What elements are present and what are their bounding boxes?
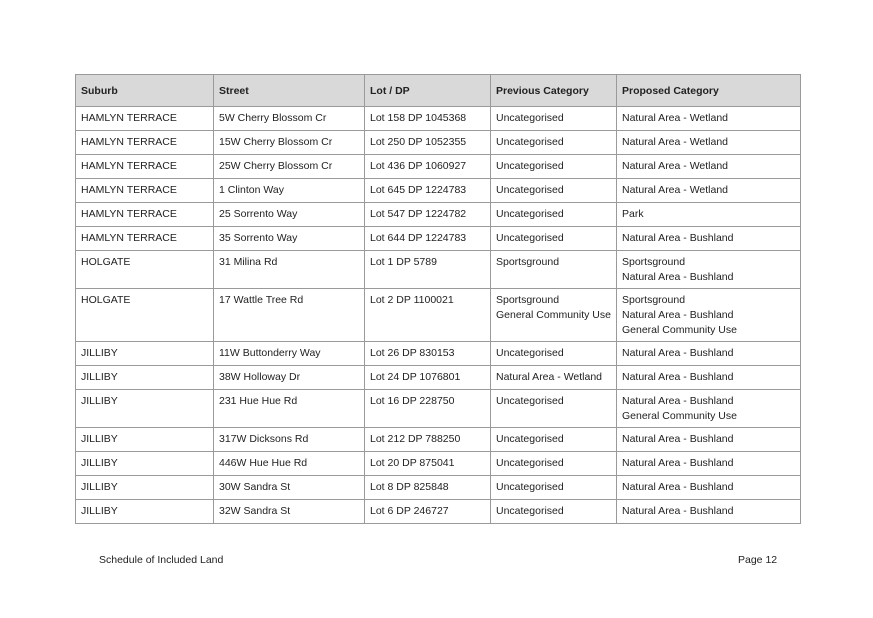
category-line: Natural Area - Wetland (622, 184, 729, 196)
land-schedule-table (75, 74, 801, 524)
category-line: Natural Area - Wetland (496, 371, 603, 383)
cell-suburb: HOLGATE (76, 289, 214, 342)
cell-suburb: JILLIBY (76, 390, 214, 428)
cell-street: 25 Sorrento Way (214, 203, 365, 227)
footer-document-title: Schedule of Included Land (99, 554, 224, 566)
cell-previous-category (491, 227, 617, 251)
cell-proposed-category (617, 227, 801, 251)
category-line: Natural Area - Bushland (622, 347, 734, 359)
category-line: General Community Use (496, 309, 611, 321)
category-line: Natural Area - Wetland (622, 136, 729, 148)
cell-street: 35 Sorrento Way (214, 227, 365, 251)
category-line: Natural Area - Bushland (622, 505, 734, 517)
header-street: Street (214, 75, 365, 107)
cell-suburb: HAMLYN TERRACE (76, 203, 214, 227)
category-line: Sportsground (622, 256, 686, 268)
cell-previous-category (491, 203, 617, 227)
cell-proposed-category (617, 155, 801, 179)
category-line: Uncategorised (496, 395, 564, 407)
cell-previous-category (491, 179, 617, 203)
cell-lot-dp: Lot 8 DP 825848 (365, 476, 491, 500)
cell-street: 231 Hue Hue Rd (214, 390, 365, 428)
cell-lot-dp: Lot 20 DP 875041 (365, 452, 491, 476)
cell-proposed-category (617, 179, 801, 203)
cell-previous-category (491, 428, 617, 452)
cell-proposed-category (617, 107, 801, 131)
cell-street: 446W Hue Hue Rd (214, 452, 365, 476)
table-row (76, 342, 801, 366)
category-line: Uncategorised (496, 232, 564, 244)
category-line: Natural Area - Bushland (622, 457, 734, 469)
cell-previous-category (491, 131, 617, 155)
cell-proposed-category (617, 366, 801, 390)
cell-street: 25W Cherry Blossom Cr (214, 155, 365, 179)
table-row (76, 179, 801, 203)
header-previous-category: Previous Category (491, 75, 617, 107)
table-row (76, 476, 801, 500)
table-row (76, 251, 801, 289)
cell-lot-dp: Lot 6 DP 246727 (365, 500, 491, 524)
cell-proposed-category (617, 452, 801, 476)
cell-suburb: HAMLYN TERRACE (76, 227, 214, 251)
cell-street: 11W Buttonderry Way (214, 342, 365, 366)
cell-lot-dp: Lot 26 DP 830153 (365, 342, 491, 366)
category-line: Natural Area - Wetland (622, 112, 729, 124)
cell-suburb: JILLIBY (76, 452, 214, 476)
cell-street: 15W Cherry Blossom Cr (214, 131, 365, 155)
cell-lot-dp: Lot 645 DP 1224783 (365, 179, 491, 203)
category-line: Sportsground (496, 256, 560, 268)
cell-lot-dp: Lot 250 DP 1052355 (365, 131, 491, 155)
cell-proposed-category (617, 251, 801, 289)
category-line: Uncategorised (496, 433, 564, 445)
cell-lot-dp: Lot 24 DP 1076801 (365, 366, 491, 390)
header-lot-dp: Lot / DP (365, 75, 491, 107)
category-line: Natural Area - Bushland (622, 309, 734, 321)
table-row (76, 428, 801, 452)
category-line: Sportsground (622, 294, 686, 306)
cell-suburb: HAMLYN TERRACE (76, 107, 214, 131)
category-line: Natural Area - Wetland (622, 160, 729, 172)
cell-lot-dp: Lot 547 DP 1224782 (365, 203, 491, 227)
cell-street: 317W Dicksons Rd (214, 428, 365, 452)
cell-street: 1 Clinton Way (214, 179, 365, 203)
cell-lot-dp: Lot 436 DP 1060927 (365, 155, 491, 179)
category-line: Uncategorised (496, 208, 564, 220)
cell-suburb: JILLIBY (76, 342, 214, 366)
category-line: Uncategorised (496, 136, 564, 148)
cell-suburb: HOLGATE (76, 251, 214, 289)
cell-lot-dp: Lot 212 DP 788250 (365, 428, 491, 452)
cell-lot-dp: Lot 158 DP 1045368 (365, 107, 491, 131)
category-line: Uncategorised (496, 347, 564, 359)
table-header-row (76, 75, 801, 107)
cell-previous-category (491, 390, 617, 428)
category-line: Uncategorised (496, 481, 564, 493)
category-line: Uncategorised (496, 160, 564, 172)
category-line: Natural Area - Bushland (622, 395, 734, 407)
cell-suburb: JILLIBY (76, 500, 214, 524)
category-line: Natural Area - Bushland (622, 371, 734, 383)
cell-previous-category (491, 251, 617, 289)
cell-proposed-category (617, 203, 801, 227)
cell-street: 5W Cherry Blossom Cr (214, 107, 365, 131)
category-line: General Community Use (622, 410, 737, 422)
cell-street: 17 Wattle Tree Rd (214, 289, 365, 342)
cell-suburb: HAMLYN TERRACE (76, 155, 214, 179)
cell-street: 38W Holloway Dr (214, 366, 365, 390)
cell-previous-category (491, 155, 617, 179)
cell-proposed-category (617, 131, 801, 155)
table-row (76, 289, 801, 342)
cell-lot-dp: Lot 644 DP 1224783 (365, 227, 491, 251)
category-line: Uncategorised (496, 112, 564, 124)
category-line: Natural Area - Bushland (622, 433, 734, 445)
cell-proposed-category (617, 500, 801, 524)
cell-lot-dp: Lot 2 DP 1100021 (365, 289, 491, 342)
cell-suburb: HAMLYN TERRACE (76, 179, 214, 203)
category-line: Sportsground (496, 294, 560, 306)
category-line: Uncategorised (496, 505, 564, 517)
table-row (76, 452, 801, 476)
cell-suburb: JILLIBY (76, 428, 214, 452)
cell-lot-dp: Lot 1 DP 5789 (365, 251, 491, 289)
category-line: General Community Use (622, 324, 737, 336)
footer-page-number: Page 12 (738, 554, 778, 566)
cell-previous-category (491, 289, 617, 342)
category-line: Park (622, 208, 644, 220)
table-row (76, 227, 801, 251)
cell-previous-category (491, 366, 617, 390)
cell-previous-category (491, 452, 617, 476)
table-row (76, 366, 801, 390)
table-row (76, 390, 801, 428)
cell-previous-category (491, 342, 617, 366)
cell-proposed-category (617, 289, 801, 342)
table-body (76, 107, 801, 524)
cell-suburb: HAMLYN TERRACE (76, 131, 214, 155)
category-line: Natural Area - Bushland (622, 481, 734, 493)
table-row (76, 203, 801, 227)
cell-lot-dp: Lot 16 DP 228750 (365, 390, 491, 428)
category-line: Natural Area - Bushland (622, 271, 734, 283)
header-proposed-category: Proposed Category (617, 75, 801, 107)
cell-previous-category (491, 500, 617, 524)
cell-previous-category (491, 476, 617, 500)
cell-previous-category (491, 107, 617, 131)
table-row (76, 131, 801, 155)
cell-proposed-category (617, 342, 801, 366)
cell-proposed-category (617, 476, 801, 500)
cell-street: 31 Milina Rd (214, 251, 365, 289)
cell-suburb: JILLIBY (76, 476, 214, 500)
cell-street: 30W Sandra St (214, 476, 365, 500)
cell-suburb: JILLIBY (76, 366, 214, 390)
table-row (76, 500, 801, 524)
cell-street: 32W Sandra St (214, 500, 365, 524)
cell-proposed-category (617, 428, 801, 452)
cell-proposed-category (617, 390, 801, 428)
category-line: Uncategorised (496, 184, 564, 196)
header-suburb: Suburb (76, 75, 214, 107)
table-row (76, 107, 801, 131)
category-line: Natural Area - Bushland (622, 232, 734, 244)
table-row (76, 155, 801, 179)
category-line: Uncategorised (496, 457, 564, 469)
